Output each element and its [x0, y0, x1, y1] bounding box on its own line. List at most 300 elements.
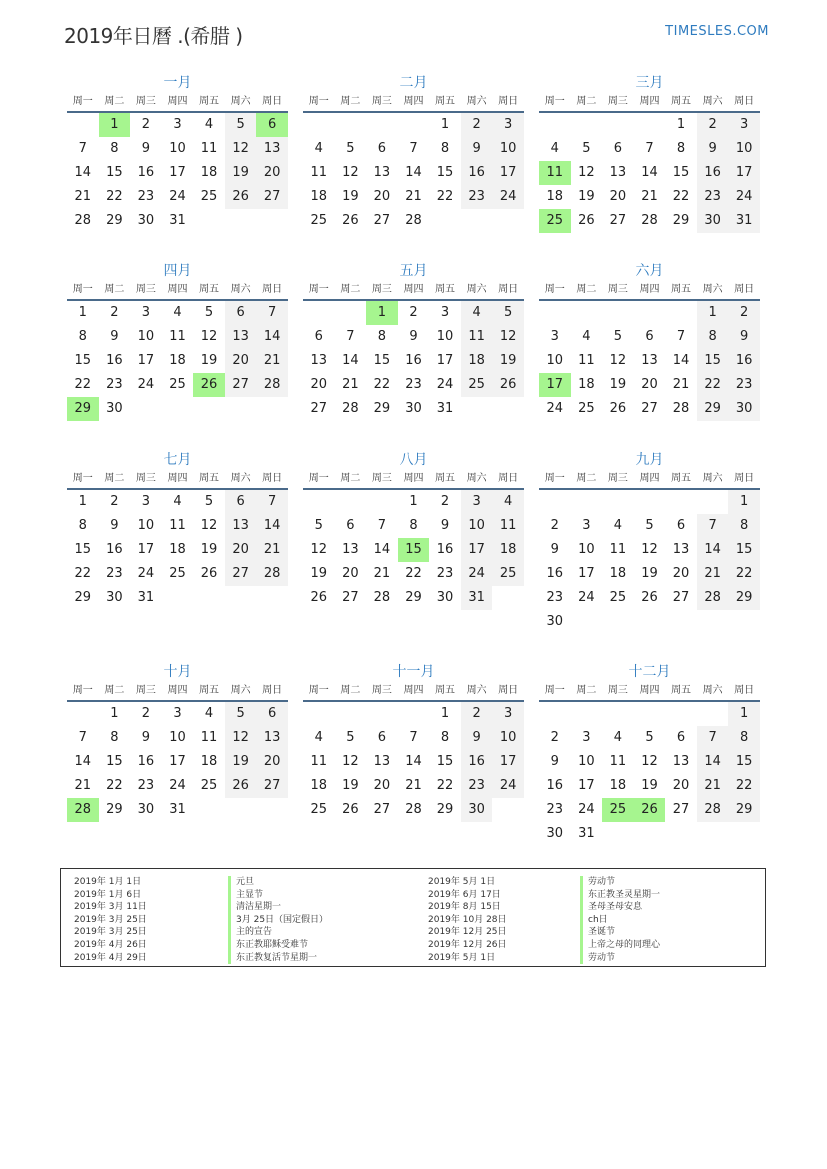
- holiday-day-cell[interactable]: 17: [539, 373, 571, 397]
- day-cell[interactable]: 15: [106, 165, 123, 180]
- day-cell[interactable]: 23: [461, 185, 493, 209]
- day-cell[interactable]: 14: [74, 165, 92, 180]
- day-cell[interactable]: 5: [613, 329, 623, 344]
- day-cell[interactable]: 17: [137, 542, 155, 557]
- day-cell[interactable]: 20: [225, 349, 257, 373]
- day-cell[interactable]: 18: [609, 566, 627, 581]
- day-cell[interactable]: 28: [405, 213, 422, 228]
- day-cell[interactable]: 2: [409, 305, 418, 320]
- day-cell[interactable]: 10: [436, 329, 454, 344]
- day-cell[interactable]: 22: [697, 373, 729, 397]
- day-cell[interactable]: 8: [377, 329, 387, 344]
- day-cell[interactable]: 3: [492, 113, 524, 137]
- day-cell[interactable]: 21: [697, 774, 729, 798]
- day-cell[interactable]: 26: [609, 401, 627, 416]
- day-cell[interactable]: 13: [256, 137, 288, 161]
- day-cell[interactable]: 3: [141, 494, 151, 509]
- day-cell[interactable]: 7: [697, 726, 729, 750]
- day-cell[interactable]: 30: [137, 802, 155, 817]
- day-cell[interactable]: 13: [225, 514, 257, 538]
- day-cell[interactable]: 13: [373, 165, 391, 180]
- day-cell[interactable]: 19: [342, 189, 359, 204]
- day-cell[interactable]: 11: [461, 325, 493, 349]
- day-cell[interactable]: 17: [578, 566, 595, 581]
- day-cell[interactable]: 27: [373, 213, 391, 228]
- day-cell[interactable]: 14: [672, 353, 690, 368]
- day-cell[interactable]: 18: [200, 754, 218, 769]
- day-cell[interactable]: 13: [641, 353, 658, 368]
- day-cell[interactable]: 10: [169, 141, 186, 156]
- day-cell[interactable]: 18: [609, 778, 627, 793]
- day-cell[interactable]: 31: [578, 826, 595, 841]
- day-cell[interactable]: 9: [110, 518, 119, 533]
- day-cell[interactable]: 18: [310, 778, 328, 793]
- day-cell[interactable]: 9: [409, 329, 418, 344]
- day-cell[interactable]: 6: [377, 730, 387, 745]
- day-cell[interactable]: 6: [676, 518, 686, 533]
- day-cell[interactable]: 17: [578, 778, 595, 793]
- day-cell[interactable]: 30: [461, 798, 493, 822]
- day-cell[interactable]: 30: [137, 213, 155, 228]
- day-cell[interactable]: 7: [256, 301, 288, 325]
- day-cell[interactable]: 31: [461, 586, 493, 610]
- day-cell[interactable]: 14: [641, 165, 658, 180]
- day-cell[interactable]: 6: [676, 730, 686, 745]
- day-cell[interactable]: 5: [346, 730, 355, 745]
- day-cell[interactable]: 15: [672, 165, 690, 180]
- day-cell[interactable]: 2: [110, 494, 119, 509]
- day-cell[interactable]: 17: [137, 353, 155, 368]
- day-cell[interactable]: 22: [106, 778, 123, 793]
- day-cell[interactable]: 1: [78, 305, 87, 320]
- day-cell[interactable]: 13: [342, 542, 359, 557]
- day-cell[interactable]: 8: [110, 141, 119, 156]
- day-cell[interactable]: 30: [697, 209, 729, 233]
- day-cell[interactable]: 7: [346, 329, 355, 344]
- day-cell[interactable]: 16: [137, 754, 155, 769]
- day-cell[interactable]: 19: [641, 566, 658, 581]
- day-cell[interactable]: 13: [672, 754, 690, 769]
- day-cell[interactable]: 7: [78, 730, 87, 745]
- day-cell[interactable]: 20: [256, 161, 288, 185]
- day-cell[interactable]: 11: [310, 754, 328, 769]
- day-cell[interactable]: 1: [78, 494, 87, 509]
- day-cell[interactable]: 18: [578, 377, 595, 392]
- day-cell[interactable]: 15: [728, 538, 760, 562]
- day-cell[interactable]: 28: [74, 213, 92, 228]
- day-cell[interactable]: 2: [728, 301, 760, 325]
- day-cell[interactable]: 1: [440, 706, 450, 721]
- day-cell[interactable]: 10: [578, 754, 595, 769]
- day-cell[interactable]: 27: [256, 185, 288, 209]
- holiday-day-cell[interactable]: 15: [398, 538, 430, 562]
- day-cell[interactable]: 4: [314, 141, 323, 156]
- brand-link[interactable]: TIMESLES.COM: [665, 24, 769, 39]
- day-cell[interactable]: 12: [310, 542, 328, 557]
- day-cell[interactable]: 14: [74, 754, 92, 769]
- day-cell[interactable]: 24: [492, 185, 524, 209]
- day-cell[interactable]: 21: [74, 778, 92, 793]
- day-cell[interactable]: 24: [728, 185, 760, 209]
- day-cell[interactable]: 26: [225, 774, 257, 798]
- day-cell[interactable]: 26: [310, 590, 328, 605]
- holiday-day-cell[interactable]: 26: [634, 798, 666, 822]
- day-cell[interactable]: 8: [78, 518, 87, 533]
- day-cell[interactable]: 7: [676, 329, 686, 344]
- day-cell[interactable]: 16: [405, 353, 422, 368]
- day-cell[interactable]: 27: [342, 590, 359, 605]
- day-cell[interactable]: 10: [137, 329, 155, 344]
- day-cell[interactable]: 23: [546, 590, 564, 605]
- day-cell[interactable]: 22: [373, 377, 391, 392]
- day-cell[interactable]: 3: [173, 706, 182, 721]
- day-cell[interactable]: 18: [492, 538, 524, 562]
- day-cell[interactable]: 27: [225, 562, 257, 586]
- holiday-day-cell[interactable]: 28: [67, 798, 99, 822]
- day-cell[interactable]: 26: [225, 185, 257, 209]
- day-cell[interactable]: 26: [342, 802, 359, 817]
- day-cell[interactable]: 14: [256, 514, 288, 538]
- day-cell[interactable]: 19: [578, 189, 595, 204]
- day-cell[interactable]: 13: [225, 325, 257, 349]
- day-cell[interactable]: 5: [314, 518, 323, 533]
- day-cell[interactable]: 31: [169, 802, 186, 817]
- day-cell[interactable]: 7: [256, 490, 288, 514]
- day-cell[interactable]: 7: [78, 141, 87, 156]
- day-cell[interactable]: 5: [582, 141, 591, 156]
- day-cell[interactable]: 10: [492, 137, 524, 161]
- day-cell[interactable]: 16: [697, 161, 729, 185]
- day-cell[interactable]: 2: [461, 702, 493, 726]
- day-cell[interactable]: 22: [436, 189, 454, 204]
- day-cell[interactable]: 24: [169, 778, 186, 793]
- day-cell[interactable]: 24: [578, 802, 595, 817]
- day-cell[interactable]: 22: [405, 566, 422, 581]
- day-cell[interactable]: 1: [440, 117, 450, 132]
- day-cell[interactable]: 27: [256, 774, 288, 798]
- day-cell[interactable]: 2: [697, 113, 729, 137]
- day-cell[interactable]: 2: [461, 113, 493, 137]
- day-cell[interactable]: 16: [137, 165, 155, 180]
- day-cell[interactable]: 24: [578, 590, 595, 605]
- day-cell[interactable]: 2: [141, 706, 151, 721]
- holiday-day-cell[interactable]: 1: [99, 113, 131, 137]
- day-cell[interactable]: 10: [137, 518, 155, 533]
- day-cell[interactable]: 21: [672, 377, 690, 392]
- day-cell[interactable]: 12: [578, 165, 595, 180]
- day-cell[interactable]: 8: [110, 730, 119, 745]
- day-cell[interactable]: 8: [676, 141, 686, 156]
- day-cell[interactable]: 23: [461, 774, 493, 798]
- day-cell[interactable]: 25: [578, 401, 595, 416]
- day-cell[interactable]: 9: [461, 137, 493, 161]
- day-cell[interactable]: 13: [609, 165, 627, 180]
- day-cell[interactable]: 5: [645, 518, 654, 533]
- day-cell[interactable]: 24: [137, 566, 155, 581]
- day-cell[interactable]: 4: [204, 117, 214, 132]
- day-cell[interactable]: 29: [728, 586, 760, 610]
- day-cell[interactable]: 17: [461, 538, 493, 562]
- day-cell[interactable]: 20: [672, 566, 690, 581]
- day-cell[interactable]: 21: [697, 562, 729, 586]
- day-cell[interactable]: 11: [200, 141, 218, 156]
- day-cell[interactable]: 6: [314, 329, 323, 344]
- day-cell[interactable]: 4: [173, 494, 182, 509]
- day-cell[interactable]: 9: [550, 754, 559, 769]
- day-cell[interactable]: 21: [641, 189, 658, 204]
- day-cell[interactable]: 16: [436, 542, 454, 557]
- day-cell[interactable]: 9: [141, 141, 151, 156]
- day-cell[interactable]: 24: [169, 189, 186, 204]
- day-cell[interactable]: 3: [550, 329, 559, 344]
- day-cell[interactable]: 16: [461, 750, 493, 774]
- day-cell[interactable]: 19: [310, 566, 328, 581]
- day-cell[interactable]: 8: [697, 325, 729, 349]
- day-cell[interactable]: 10: [492, 726, 524, 750]
- day-cell[interactable]: 22: [728, 774, 760, 798]
- day-cell[interactable]: 28: [697, 586, 729, 610]
- day-cell[interactable]: 14: [405, 165, 422, 180]
- day-cell[interactable]: 1: [110, 706, 119, 721]
- day-cell[interactable]: 22: [672, 189, 690, 204]
- day-cell[interactable]: 24: [137, 377, 155, 392]
- day-cell[interactable]: 18: [200, 165, 218, 180]
- day-cell[interactable]: 15: [436, 165, 454, 180]
- day-cell[interactable]: 4: [613, 518, 623, 533]
- day-cell[interactable]: 9: [550, 542, 559, 557]
- day-cell[interactable]: 22: [436, 778, 454, 793]
- day-cell[interactable]: 3: [728, 113, 760, 137]
- day-cell[interactable]: 18: [310, 189, 328, 204]
- day-cell[interactable]: 25: [169, 377, 186, 392]
- day-cell[interactable]: 23: [436, 566, 454, 581]
- day-cell[interactable]: 29: [106, 213, 123, 228]
- day-cell[interactable]: 15: [436, 754, 454, 769]
- day-cell[interactable]: 6: [346, 518, 355, 533]
- day-cell[interactable]: 2: [550, 518, 559, 533]
- day-cell[interactable]: 27: [373, 802, 391, 817]
- day-cell[interactable]: 20: [342, 566, 359, 581]
- day-cell[interactable]: 19: [641, 778, 658, 793]
- day-cell[interactable]: 28: [641, 213, 658, 228]
- day-cell[interactable]: 3: [492, 702, 524, 726]
- day-cell[interactable]: 20: [373, 189, 391, 204]
- day-cell[interactable]: 28: [697, 798, 729, 822]
- day-cell[interactable]: 19: [225, 161, 257, 185]
- day-cell[interactable]: 1: [728, 702, 760, 726]
- day-cell[interactable]: 12: [225, 726, 257, 750]
- day-cell[interactable]: 12: [342, 754, 359, 769]
- day-cell[interactable]: 22: [74, 566, 92, 581]
- day-cell[interactable]: 28: [256, 562, 288, 586]
- day-cell[interactable]: 1: [409, 494, 418, 509]
- day-cell[interactable]: 7: [697, 514, 729, 538]
- day-cell[interactable]: 10: [461, 514, 493, 538]
- day-cell[interactable]: 19: [200, 542, 218, 557]
- day-cell[interactable]: 23: [697, 185, 729, 209]
- day-cell[interactable]: 1: [697, 301, 729, 325]
- day-cell[interactable]: 3: [440, 305, 450, 320]
- day-cell[interactable]: 5: [225, 702, 257, 726]
- day-cell[interactable]: 7: [377, 518, 387, 533]
- day-cell[interactable]: 29: [672, 213, 690, 228]
- day-cell[interactable]: 1: [728, 490, 760, 514]
- day-cell[interactable]: 14: [697, 750, 729, 774]
- day-cell[interactable]: 14: [373, 542, 391, 557]
- holiday-day-cell[interactable]: 11: [539, 161, 571, 185]
- day-cell[interactable]: 27: [641, 401, 658, 416]
- day-cell[interactable]: 27: [672, 590, 690, 605]
- day-cell[interactable]: 26: [342, 213, 359, 228]
- day-cell[interactable]: 24: [461, 562, 493, 586]
- day-cell[interactable]: 21: [256, 349, 288, 373]
- day-cell[interactable]: 3: [582, 730, 591, 745]
- day-cell[interactable]: 8: [440, 730, 450, 745]
- day-cell[interactable]: 23: [728, 373, 760, 397]
- day-cell[interactable]: 29: [697, 397, 729, 421]
- day-cell[interactable]: 9: [440, 518, 450, 533]
- day-cell[interactable]: 21: [373, 566, 391, 581]
- day-cell[interactable]: 31: [436, 401, 454, 416]
- day-cell[interactable]: 27: [672, 802, 690, 817]
- day-cell[interactable]: 4: [582, 329, 591, 344]
- day-cell[interactable]: 29: [74, 590, 92, 605]
- day-cell[interactable]: 19: [225, 750, 257, 774]
- day-cell[interactable]: 25: [609, 590, 627, 605]
- day-cell[interactable]: 9: [728, 325, 760, 349]
- day-cell[interactable]: 28: [672, 401, 690, 416]
- day-cell[interactable]: 14: [256, 325, 288, 349]
- day-cell[interactable]: 16: [546, 778, 564, 793]
- day-cell[interactable]: 11: [578, 353, 595, 368]
- holiday-day-cell[interactable]: 29: [67, 397, 99, 421]
- day-cell[interactable]: 11: [200, 730, 218, 745]
- day-cell[interactable]: 4: [204, 706, 214, 721]
- day-cell[interactable]: 3: [582, 518, 591, 533]
- day-cell[interactable]: 17: [169, 165, 186, 180]
- day-cell[interactable]: 23: [137, 778, 155, 793]
- day-cell[interactable]: 25: [461, 373, 493, 397]
- day-cell[interactable]: 15: [74, 353, 92, 368]
- day-cell[interactable]: 25: [169, 566, 186, 581]
- day-cell[interactable]: 11: [310, 165, 328, 180]
- day-cell[interactable]: 8: [409, 518, 418, 533]
- day-cell[interactable]: 15: [697, 349, 729, 373]
- day-cell[interactable]: 25: [310, 213, 328, 228]
- day-cell[interactable]: 2: [141, 117, 151, 132]
- day-cell[interactable]: 23: [137, 189, 155, 204]
- day-cell[interactable]: 31: [169, 213, 186, 228]
- day-cell[interactable]: 4: [613, 730, 623, 745]
- day-cell[interactable]: 21: [405, 189, 422, 204]
- day-cell[interactable]: 29: [728, 798, 760, 822]
- day-cell[interactable]: 25: [310, 802, 328, 817]
- day-cell[interactable]: 5: [204, 494, 214, 509]
- day-cell[interactable]: 26: [578, 213, 595, 228]
- day-cell[interactable]: 28: [405, 802, 422, 817]
- day-cell[interactable]: 17: [436, 353, 454, 368]
- day-cell[interactable]: 8: [728, 514, 760, 538]
- day-cell[interactable]: 28: [373, 590, 391, 605]
- day-cell[interactable]: 20: [310, 377, 328, 392]
- day-cell[interactable]: 29: [405, 590, 422, 605]
- day-cell[interactable]: 29: [106, 802, 123, 817]
- day-cell[interactable]: 11: [169, 329, 186, 344]
- holiday-day-cell[interactable]: 26: [193, 373, 225, 397]
- day-cell[interactable]: 30: [436, 590, 454, 605]
- day-cell[interactable]: 20: [609, 189, 627, 204]
- day-cell[interactable]: 12: [609, 353, 627, 368]
- day-cell[interactable]: 9: [461, 726, 493, 750]
- day-cell[interactable]: 11: [609, 754, 627, 769]
- day-cell[interactable]: 21: [74, 189, 92, 204]
- day-cell[interactable]: 17: [169, 754, 186, 769]
- day-cell[interactable]: 24: [492, 774, 524, 798]
- holiday-day-cell[interactable]: 25: [539, 209, 571, 233]
- day-cell[interactable]: 5: [204, 305, 214, 320]
- day-cell[interactable]: 9: [697, 137, 729, 161]
- day-cell[interactable]: 19: [200, 353, 218, 368]
- day-cell[interactable]: 14: [405, 754, 422, 769]
- day-cell[interactable]: 21: [256, 538, 288, 562]
- day-cell[interactable]: 8: [78, 329, 87, 344]
- day-cell[interactable]: 28: [342, 401, 359, 416]
- day-cell[interactable]: 14: [697, 538, 729, 562]
- day-cell[interactable]: 1: [676, 117, 686, 132]
- day-cell[interactable]: 6: [645, 329, 654, 344]
- holiday-day-cell[interactable]: 1: [366, 301, 398, 325]
- day-cell[interactable]: 20: [256, 750, 288, 774]
- day-cell[interactable]: 23: [546, 802, 564, 817]
- day-cell[interactable]: 24: [546, 401, 564, 416]
- day-cell[interactable]: 30: [106, 590, 123, 605]
- day-cell[interactable]: 26: [492, 373, 524, 397]
- day-cell[interactable]: 23: [106, 377, 123, 392]
- day-cell[interactable]: 13: [373, 754, 391, 769]
- day-cell[interactable]: 16: [728, 349, 760, 373]
- day-cell[interactable]: 6: [225, 490, 257, 514]
- day-cell[interactable]: 23: [405, 377, 422, 392]
- day-cell[interactable]: 10: [169, 730, 186, 745]
- day-cell[interactable]: 17: [728, 161, 760, 185]
- day-cell[interactable]: 12: [342, 165, 359, 180]
- day-cell[interactable]: 25: [200, 778, 218, 793]
- day-cell[interactable]: 11: [169, 518, 186, 533]
- day-cell[interactable]: 13: [256, 726, 288, 750]
- day-cell[interactable]: 18: [546, 189, 564, 204]
- day-cell[interactable]: 4: [461, 301, 493, 325]
- day-cell[interactable]: 27: [310, 401, 328, 416]
- day-cell[interactable]: 21: [405, 778, 422, 793]
- day-cell[interactable]: 14: [342, 353, 359, 368]
- day-cell[interactable]: 18: [169, 542, 186, 557]
- day-cell[interactable]: 12: [492, 325, 524, 349]
- day-cell[interactable]: 15: [728, 750, 760, 774]
- day-cell[interactable]: 30: [405, 401, 422, 416]
- day-cell[interactable]: 6: [225, 301, 257, 325]
- day-cell[interactable]: 19: [492, 349, 524, 373]
- day-cell[interactable]: 24: [436, 377, 454, 392]
- day-cell[interactable]: 16: [106, 542, 123, 557]
- day-cell[interactable]: 10: [728, 137, 760, 161]
- day-cell[interactable]: 26: [641, 590, 658, 605]
- day-cell[interactable]: 27: [609, 213, 627, 228]
- day-cell[interactable]: 5: [225, 113, 257, 137]
- day-cell[interactable]: 22: [74, 377, 92, 392]
- holiday-day-cell[interactable]: 6: [256, 113, 288, 137]
- day-cell[interactable]: 15: [106, 754, 123, 769]
- day-cell[interactable]: 23: [106, 566, 123, 581]
